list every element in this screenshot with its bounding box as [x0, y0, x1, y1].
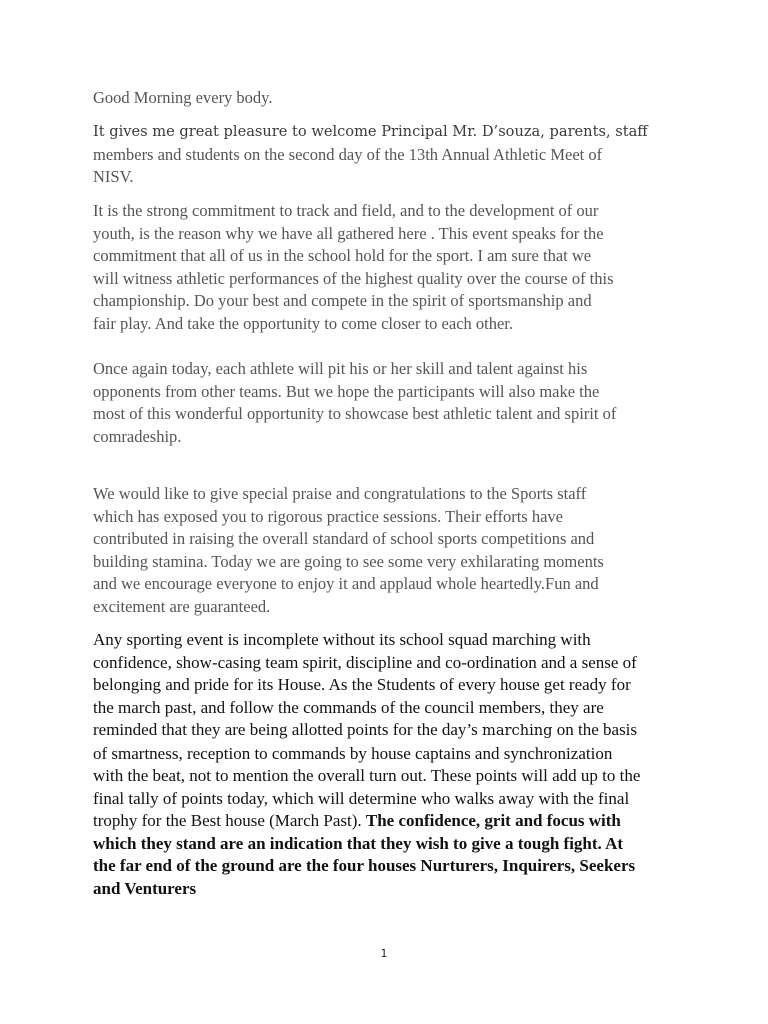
- welcome-lead-text: It gives me great pleasure to welcome Principal Mr. D’souza, parents, staff: [93, 123, 648, 140]
- march-past-text-part2: on the basis of smartness, reception to commands by house captains and synchronization with the beat, not to mention the overall turn out. These points will add up to the final tally of points today, which will determine who walks away with the final trophy for the Best house (March Past).: [93, 720, 641, 830]
- welcome-paragraph: [93, 120, 688, 189]
- march-past-paragraph: [93, 629, 688, 900]
- houses-bold-text: The confidence, grit and focus with which they stand are an indication that they wish to give a tough fight. At the far end of the ground are the four houses Nurturers, Inquirers, Seekers and Venturers: [93, 811, 636, 898]
- welcome-rest-text: members and students on the second day of the 13th Annual Athletic Meet of NISV.: [93, 144, 603, 186]
- sports-staff-paragraph: We would like to give special praise and congratulations to the Sports staff which has exposed you to rigorous practice sessions. Their efforts have contributed in raising the overall standard of school sports competitions and building stamina. Today we are going to see some very exhilarating moments and we encourage everyone to enjoy it and applaud whole heartedly.Fun and excitement are guaranteed.: [93, 484, 604, 616]
- commitment-paragraph: It is the strong commitment to track and field, and to the development of our youth, is the reason why we have all gathered here . This event speaks for the commitment that all of us in the school hold for the sport. I am sure that we will witness athletic performances of the highest quality over the course of this championship. Do your best and compete in the spirit of sportsmanship and fair play. And take the opportunity to come closer to each other.: [93, 201, 614, 333]
- greeting-line: Good Morning every body.: [93, 88, 273, 107]
- athlete-paragraph: Once again today, each athlete will pit his or her skill and talent against his opponents from other teams. But we hope the participants will also make the most of this wonderful opportunity to showcase best athletic talent and spirit of comradeship.: [93, 359, 617, 446]
- march-past-text-part1: Any sporting event is incomplete without its school squad marching with confidence, show-casing team spirit, discipline and co-ordination and a sense of belonging and pride for its House. As the Students of every house get ready for the march past, and follow the commands of the council members, they are reminded that they are being allotted points for the day’s: [93, 630, 637, 739]
- page-number: 1: [380, 947, 388, 960]
- marching-word: marching: [482, 722, 553, 739]
